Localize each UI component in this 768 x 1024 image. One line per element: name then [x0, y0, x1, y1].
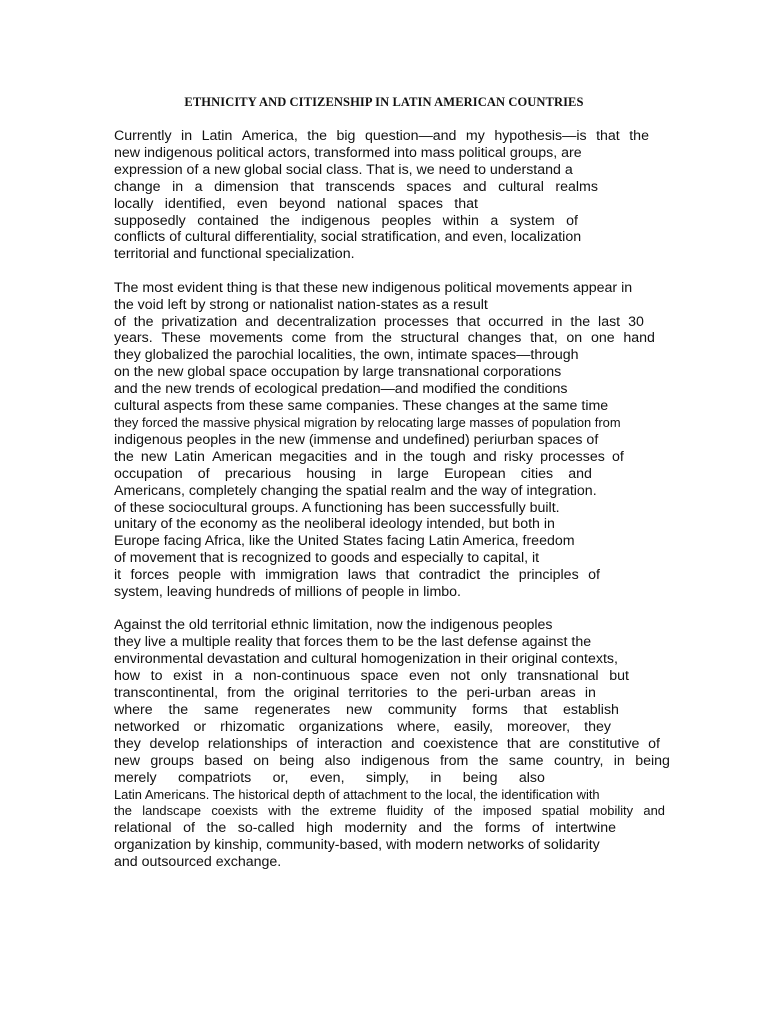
word: the — [133, 313, 154, 330]
word: the — [168, 702, 189, 718]
word: even, — [309, 769, 345, 786]
word: of — [197, 465, 210, 482]
word: structural — [400, 330, 459, 347]
word: transnational — [517, 668, 599, 685]
word: laws — [347, 567, 377, 584]
word: organizations — [298, 718, 384, 735]
text-line: Europe facing Africa, like the United States facing Latin America, freedom — [114, 533, 575, 550]
text-line — [114, 449, 624, 466]
word: the — [114, 448, 134, 465]
word: realms — [555, 178, 598, 195]
word: processes — [384, 313, 449, 330]
word: privatization — [161, 313, 238, 330]
word: supposedly — [114, 212, 186, 229]
text-line: new indigenous political actors, transformed into mass political groups, are — [114, 144, 582, 161]
text-line — [114, 213, 578, 230]
word: space — [360, 668, 399, 685]
text-line: territorial and functional specialization. — [114, 246, 355, 263]
word: spaces — [397, 195, 443, 212]
word: country, — [553, 752, 604, 769]
word: forms — [472, 702, 508, 718]
word: it — [114, 567, 122, 584]
text-line — [114, 128, 649, 145]
word: of — [531, 820, 544, 837]
text-line: Americans, completely changing the spatial realm and the way of integration. — [114, 482, 597, 499]
text-line: Latin Americans. The historical depth of attachment to the local, the identification with — [114, 786, 600, 802]
word: in — [551, 313, 563, 330]
word: Latin — [201, 128, 233, 144]
word: coexists — [211, 803, 258, 819]
word: the — [264, 685, 285, 702]
word: the — [270, 212, 290, 229]
word: also — [518, 769, 545, 786]
word: that — [596, 128, 620, 144]
word: decentralization — [276, 313, 377, 330]
word: of — [612, 448, 624, 465]
word: imposed — [482, 803, 532, 819]
word: based — [204, 752, 243, 769]
text-line: of movement that is recognized to goods and especially to capital, it — [114, 550, 540, 567]
word: from — [227, 685, 256, 702]
word: America, — [241, 128, 298, 144]
word: immigration — [265, 567, 339, 584]
word: system — [509, 212, 555, 229]
text-line: the void left by strong or nationalist nation-states as a result — [114, 296, 488, 313]
word: new — [346, 702, 373, 718]
word: areas — [540, 685, 576, 702]
word: processes — [540, 448, 605, 465]
text-line — [114, 803, 665, 820]
word: contradict — [418, 567, 481, 584]
word: that — [456, 313, 481, 330]
word: cities — [520, 465, 554, 482]
word: the — [570, 313, 591, 330]
word: that — [385, 567, 410, 584]
text-line: Against the old territorial ethnic limitation, now the indigenous peoples — [114, 617, 553, 634]
word: develop — [149, 735, 200, 752]
word: of — [588, 567, 600, 584]
word: locally — [114, 195, 154, 212]
word: where — [114, 702, 153, 718]
text-line — [114, 330, 655, 347]
word: the — [307, 128, 328, 144]
paragraph — [114, 280, 674, 601]
word: identified, — [164, 195, 226, 212]
word: groups — [150, 752, 194, 769]
word: rhizomatic — [220, 718, 285, 735]
text-line: cultural aspects from these same companies. These changes at the same time — [114, 398, 609, 415]
word: in — [181, 128, 193, 144]
word: new — [140, 448, 167, 465]
word: peoples — [381, 212, 432, 229]
word: in — [172, 178, 184, 195]
word: changes — [467, 330, 522, 347]
word: intertwine — [555, 820, 616, 837]
word: dimension — [214, 178, 279, 195]
word: a — [194, 178, 203, 195]
word: in — [385, 448, 397, 465]
text-line — [114, 736, 660, 753]
text-line — [114, 179, 598, 196]
word: and — [568, 465, 592, 482]
word: being — [635, 752, 670, 769]
word: years. — [114, 330, 153, 347]
word: occurred — [488, 313, 544, 330]
word: landscape — [142, 803, 202, 819]
word: original — [293, 685, 340, 702]
word: in — [430, 769, 442, 786]
word: regenerates — [254, 702, 331, 718]
word: my — [465, 128, 485, 144]
word: forces — [130, 567, 170, 584]
text-line — [114, 314, 644, 331]
word: high — [306, 820, 333, 837]
word: megacities — [279, 448, 348, 465]
word: the — [489, 567, 510, 584]
text-line: and outsourced exchange. — [114, 854, 282, 871]
word: a — [234, 668, 243, 685]
word: of — [114, 313, 126, 330]
word: with — [230, 567, 256, 584]
word: occupation — [114, 465, 183, 482]
word: within — [442, 212, 479, 229]
word: relational — [114, 820, 172, 837]
word: national — [336, 195, 387, 212]
word: of — [183, 820, 195, 837]
word: but — [609, 668, 629, 685]
word: European — [444, 465, 506, 482]
text-line — [114, 719, 611, 736]
word: modernity — [344, 820, 407, 837]
word: principles — [518, 567, 579, 584]
text-line: and the new trends of ecological predation—and modified the conditions — [114, 381, 568, 398]
word: not — [450, 668, 471, 685]
word: the — [454, 803, 473, 819]
paragraph — [114, 128, 674, 263]
word: extreme — [329, 803, 377, 819]
word: that — [290, 178, 314, 195]
text-line: unitary of the economy as the neoliberal ideology intended, but both in — [114, 516, 555, 533]
word: and — [643, 803, 665, 819]
word: the — [478, 752, 499, 769]
word: question—and — [364, 128, 457, 144]
word: change — [114, 178, 161, 195]
word: that, — [530, 330, 558, 347]
word: and — [472, 448, 497, 465]
word: movements — [209, 330, 283, 347]
text-line: The most evident thing is that these new indigenous political movements appear in — [114, 279, 633, 296]
word: the — [629, 128, 649, 144]
word: in — [613, 752, 625, 769]
word: that — [523, 702, 548, 718]
word: and — [390, 735, 415, 752]
word: contained — [197, 212, 259, 229]
word: the — [114, 803, 132, 819]
word: that — [506, 735, 531, 752]
word: constitutive — [568, 735, 640, 752]
text-line: they live a multiple reality that forces them to be the last defense against the — [114, 634, 592, 651]
word: the — [301, 803, 320, 819]
word: American — [212, 448, 273, 465]
word: territories — [348, 685, 408, 702]
word: from — [335, 330, 364, 347]
word: easily, — [453, 718, 493, 735]
text-line — [114, 753, 670, 770]
text-line: they globalized the parochial localities, the own, intimate spaces—through — [114, 347, 579, 364]
text-line — [114, 820, 616, 837]
word: of — [433, 803, 445, 819]
word: the — [403, 448, 424, 465]
word: 30 — [628, 313, 644, 330]
word: how — [114, 668, 141, 685]
word: of — [648, 735, 660, 752]
text-line: organization by kinship, community-based, with modern networks of solidarity — [114, 837, 600, 854]
word: they — [114, 735, 141, 752]
word: Currently — [114, 128, 172, 144]
word: These — [161, 330, 201, 347]
word: in — [371, 465, 383, 482]
word: of — [296, 735, 309, 752]
text-line — [114, 668, 629, 685]
word: a — [490, 212, 499, 229]
word: relationships — [207, 735, 288, 752]
word: from — [439, 752, 469, 769]
word: spatial — [541, 803, 580, 819]
word: and — [418, 820, 443, 837]
word: the — [437, 685, 458, 702]
document-body — [114, 128, 674, 871]
word: last — [598, 313, 621, 330]
text-line: indigenous peoples in the new (immense and undefined) periurban spaces of — [114, 431, 599, 448]
word: that — [454, 195, 478, 212]
word: mobility — [589, 803, 634, 819]
word: peri-urban — [466, 685, 532, 702]
text-line — [114, 196, 478, 213]
word: where, — [397, 718, 440, 735]
word: cultural — [498, 178, 544, 195]
word: community — [387, 702, 457, 718]
word: hand — [623, 330, 655, 347]
word: even — [409, 668, 440, 685]
word: merely — [114, 769, 157, 786]
word: fluidity — [386, 803, 424, 819]
text-line: they forced the massive physical migration by relocating large masses of population from — [114, 415, 621, 430]
word: non-continuous — [252, 668, 350, 685]
word: in — [212, 668, 224, 685]
text-line: system, leaving hundreds of millions of people in limbo. — [114, 584, 461, 601]
word: to — [150, 668, 163, 685]
word: on — [253, 752, 270, 769]
word: transcontinental, — [114, 685, 219, 702]
word: coexistence — [423, 735, 499, 752]
word: to — [416, 685, 429, 702]
text-line — [114, 567, 600, 584]
word: transcends — [325, 178, 395, 195]
word: moreover, — [507, 718, 571, 735]
word: indigenous — [301, 212, 371, 229]
word: new — [114, 752, 141, 769]
word: spaces — [406, 178, 452, 195]
word: being — [462, 769, 498, 786]
word: being — [279, 752, 315, 769]
word: in — [584, 685, 596, 702]
word: exist — [173, 668, 203, 685]
word: same — [508, 752, 544, 769]
word: beyond — [279, 195, 326, 212]
word: Latin — [174, 448, 205, 465]
word: people — [178, 567, 222, 584]
word: simply, — [365, 769, 409, 786]
text-line — [114, 466, 592, 483]
word: also — [324, 752, 351, 769]
word: large — [397, 465, 429, 482]
word: with — [268, 803, 292, 819]
word: one — [590, 330, 615, 347]
word: or, — [272, 769, 289, 786]
word: interaction — [316, 735, 383, 752]
word: indigenous — [360, 752, 430, 769]
text-line: conflicts of cultural differentiality, social stratification, and even, localization — [114, 229, 582, 246]
document-title: ETHNICITY AND CITIZENSHIP IN LATIN AMERICAN COUNTRIES — [184, 95, 584, 109]
word: networked — [114, 718, 180, 735]
word: they — [584, 718, 611, 735]
word: are — [539, 735, 560, 752]
word: compatriots — [177, 769, 252, 786]
word: so-called — [237, 820, 295, 837]
word: housing — [306, 465, 356, 482]
word: of — [566, 212, 578, 229]
text-line — [114, 685, 596, 702]
word: tough — [430, 448, 466, 465]
text-line — [114, 770, 545, 787]
word: even — [236, 195, 268, 212]
word: precarious — [224, 465, 292, 482]
paragraph — [114, 617, 674, 871]
word: the — [372, 330, 392, 347]
text-line — [114, 702, 619, 719]
word: establish — [562, 702, 619, 718]
word: the — [206, 820, 227, 837]
text-line: on the new global space occupation by large transnational corporations — [114, 364, 562, 381]
text-line: environmental devastation and cultural homogenization in their original contexts, — [114, 651, 618, 668]
word: or — [193, 718, 207, 735]
word: forms — [484, 820, 521, 837]
word: come — [291, 330, 327, 347]
word: the — [453, 820, 474, 837]
text-line: expression of a new global social class. That is, we need to understand a — [114, 161, 573, 178]
word: big — [336, 128, 356, 144]
word: same — [203, 702, 239, 718]
word: on — [566, 330, 583, 347]
word: and — [462, 178, 487, 195]
word: hypothesis—is — [494, 128, 587, 144]
word: and — [354, 448, 378, 465]
word: only — [480, 668, 507, 685]
word: risky — [503, 448, 533, 465]
text-line: of these sociocultural groups. A functioning has been successfully built. — [114, 499, 560, 516]
word: and — [245, 313, 269, 330]
